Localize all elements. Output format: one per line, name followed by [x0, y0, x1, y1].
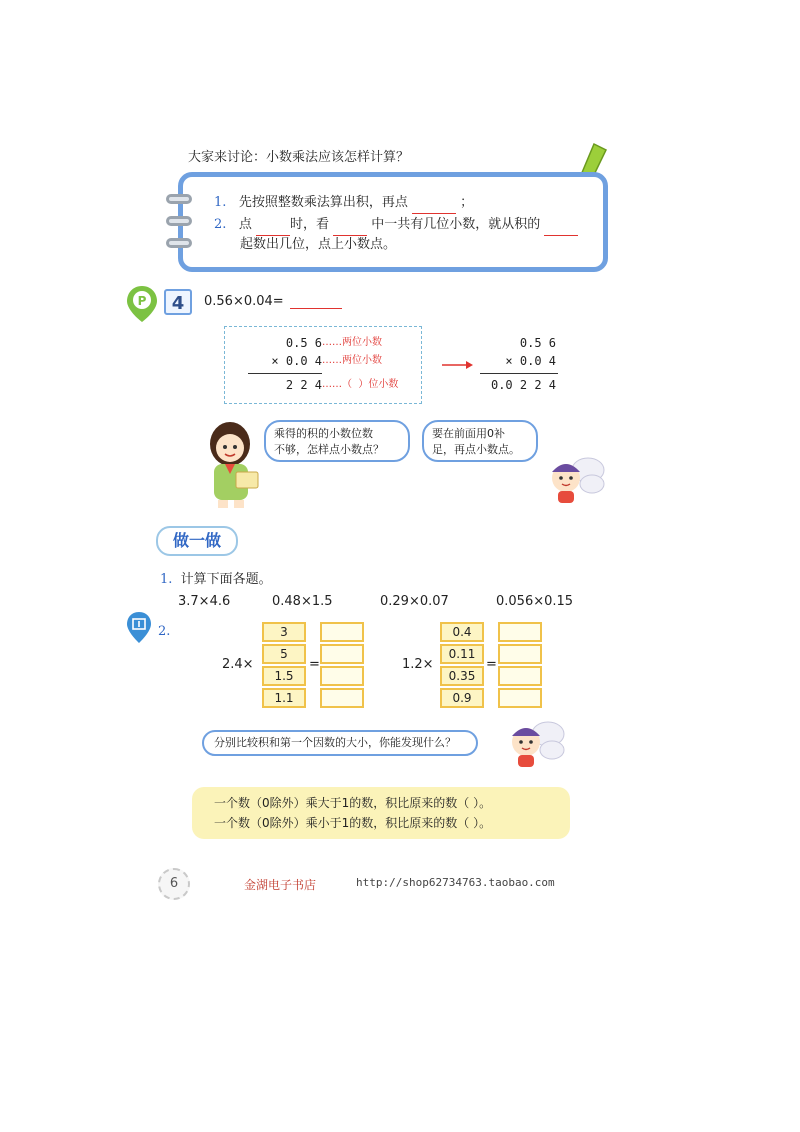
right-answer-column — [498, 622, 542, 708]
binder-ring-icon — [166, 238, 192, 248]
question-marker-icon — [124, 610, 154, 646]
question-2-number: 2. — [158, 624, 171, 639]
factor-cell: 0.4 — [440, 622, 484, 642]
answer-cell[interactable] — [498, 688, 542, 708]
store-name: 金湖电子书店 — [244, 878, 317, 892]
conclusion-line-1: 一个数（0除外）乘大于1的数，积比原来的数（ ）。 — [214, 796, 492, 810]
girl-avatar — [198, 418, 264, 510]
page-number: 6 — [158, 868, 190, 900]
factor-cell: 0.9 — [440, 688, 484, 708]
answer-cell[interactable] — [320, 688, 364, 708]
calc-row-1: 0.5 6 — [285, 336, 322, 350]
girl-speech-bubble: 乘得的积的小数位数 不够，怎样点小数点？ — [264, 420, 410, 462]
factor-cell: 3 — [262, 622, 306, 642]
example-number: 4 — [164, 289, 192, 315]
conclusion-line-2: 一个数（0除外）乘小于1的数，积比原来的数（ ）。 — [214, 816, 492, 830]
discussion-title: 大家来讨论：小数乘法应该怎样计算？ — [188, 150, 410, 165]
result-row-1: 0.5 6 — [519, 336, 556, 350]
problem-1: 3.7×4.6 — [178, 594, 231, 609]
rule-item-1: 1. 先按照整数乘法算出积，再点 ； — [214, 192, 473, 214]
calc-note-2: ……两位小数 — [322, 355, 382, 366]
rule-item-2: 2. 点 时，看 中一共有几位小数，就从积的 — [214, 214, 578, 236]
answer-cell[interactable] — [498, 644, 542, 664]
answer-cell[interactable] — [320, 644, 364, 664]
svg-text:P: P — [137, 294, 147, 308]
store-url[interactable]: http://shop62734763.taobao.com — [356, 876, 555, 889]
conclusion-box — [192, 787, 570, 839]
answer-cell[interactable] — [320, 622, 364, 642]
left-answer-column — [320, 622, 364, 708]
result-row-2: × 0.0 4 — [505, 354, 556, 368]
answer-blank[interactable] — [290, 308, 342, 309]
question-1: 1. 计算下面各题。 — [160, 572, 272, 587]
calc-note-3: ……（ ）位小数 — [322, 379, 399, 390]
factor-cell: 5 — [262, 644, 306, 664]
right-equals: = — [486, 657, 497, 672]
angel-avatar — [496, 712, 566, 774]
answer-blank[interactable] — [544, 235, 578, 236]
factor-cell: 1.1 — [262, 688, 306, 708]
arrow-right-icon — [440, 358, 474, 372]
result-divider — [480, 373, 558, 374]
practice-title: 做一做 — [156, 526, 238, 556]
example-equation: 0.56×0.04= — [204, 294, 342, 309]
problem-3: 0.29×0.07 — [380, 594, 449, 609]
binder-ring-icon — [166, 216, 192, 226]
calc-row-2: × 0.0 4 — [271, 354, 322, 368]
angel-speech-bubble: 要在前面用0补 足，再点小数点。 — [422, 420, 538, 462]
result-row-3: 0.0 2 2 4 — [490, 378, 556, 392]
answer-cell[interactable] — [320, 666, 364, 686]
right-factor-column — [440, 622, 484, 708]
binder-ring-icon — [166, 194, 192, 204]
factor-cell: 0.35 — [440, 666, 484, 686]
rule-item-2-line2: 起数出几位，点上小数点。 — [240, 237, 397, 252]
answer-cell[interactable] — [498, 622, 542, 642]
factor-cell: 1.5 — [262, 666, 306, 686]
left-factor-column — [262, 622, 306, 708]
compare-speech-bubble: 分别比较积和第一个因数的大小，你能发现什么？ — [202, 730, 478, 756]
calc-row-3: 2 2 4 — [285, 378, 322, 392]
answer-cell[interactable] — [498, 666, 542, 686]
angel-avatar — [536, 448, 606, 508]
problem-2: 0.48×1.5 — [272, 594, 333, 609]
left-equals: = — [309, 657, 320, 672]
right-factor: 1.2× — [402, 657, 434, 672]
example-marker-icon — [124, 284, 160, 324]
left-factor: 2.4× — [222, 657, 254, 672]
factor-cell: 0.11 — [440, 644, 484, 664]
calc-note-1: ……两位小数 — [322, 337, 382, 348]
calc-divider — [248, 373, 322, 374]
problem-4: 0.056×0.15 — [496, 594, 574, 609]
